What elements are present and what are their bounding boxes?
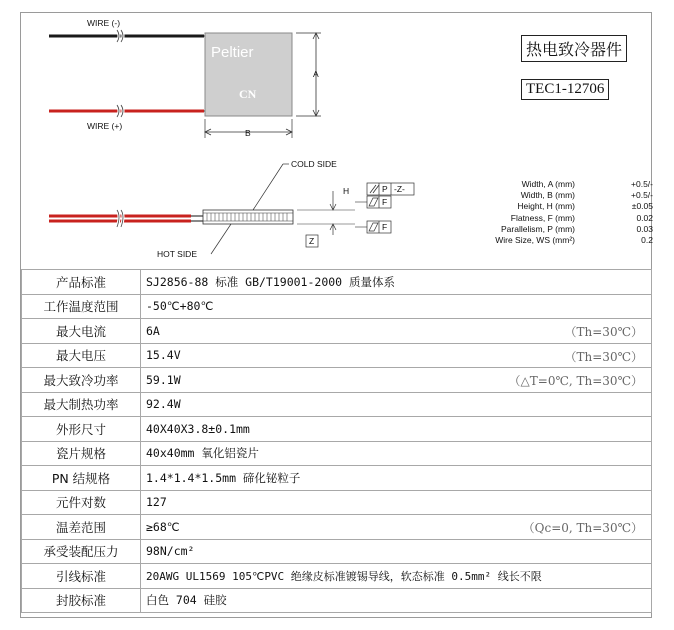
spec-key: PN 结规格	[22, 466, 141, 491]
spec-value: 40X40X3.8±0.1mm	[141, 417, 652, 442]
module-cn: CN	[239, 87, 257, 101]
table-row	[22, 564, 652, 589]
spec-value: 92.4W	[141, 392, 652, 417]
spec-value: 40x40mm 氧化铝瓷片	[141, 441, 652, 466]
tolerance-table	[453, 179, 653, 246]
table-row	[22, 515, 652, 540]
spec-sheet-frame	[20, 12, 652, 618]
spec-value: 98N/cm²	[141, 539, 652, 564]
spec-value: SJ2856-88 标准 GB/T19001-2000 质量体系	[141, 270, 652, 295]
table-row	[22, 417, 652, 442]
wire-positive-label: WIRE (+)	[87, 121, 123, 131]
table-row	[22, 539, 652, 564]
table-row	[22, 588, 652, 613]
spec-key: 工作温度范围	[22, 294, 141, 319]
tolerance-row: Width, B (mm) +0.5/-	[520, 190, 653, 201]
spec-note: （Th=30℃）	[564, 349, 643, 364]
table-row	[22, 392, 652, 417]
spec-value: 1.4*1.4*1.5mm 碲化铋粒子	[141, 466, 652, 491]
dim-b-label: B	[245, 128, 251, 138]
spec-key: 最大致冷功率	[22, 368, 141, 393]
dim-a-label: A	[313, 69, 319, 79]
module-brand: Peltier	[211, 44, 254, 61]
spec-key: 最大制热功率	[22, 392, 141, 417]
gdt-flatness-bottom: F	[382, 222, 388, 232]
spec-key: 瓷片规格	[22, 441, 141, 466]
spec-key: 产品标准	[22, 270, 141, 295]
spec-value: 白色 704 硅胶	[141, 588, 652, 613]
product-name: 热电致冷器件	[521, 35, 627, 62]
table-row	[22, 319, 652, 344]
gdt-datum: -Z-	[394, 184, 405, 194]
spec-key: 封胶标准	[22, 588, 141, 613]
spec-table	[21, 269, 652, 613]
spec-note: （△T=0℃, Th=30℃）	[508, 374, 643, 388]
gdt-parallelism: P	[382, 184, 388, 194]
spec-key: 元件对数	[22, 490, 141, 515]
product-model: TEC1-12706	[521, 79, 609, 100]
spec-value: 6A （Th=30℃）	[141, 319, 652, 344]
table-row	[22, 270, 652, 295]
spec-value: 15.4V （Th=30℃）	[141, 343, 652, 368]
spec-value: -50℃+80℃	[141, 294, 652, 319]
spec-value: 20AWG UL1569 105℃PVC 绝缘皮标准镀锡导线，软态标准 0.5mm² 线长不限	[141, 564, 652, 589]
tolerance-row: Width, A (mm) +0.5/-	[521, 179, 653, 189]
table-row	[22, 441, 652, 466]
spec-key: 温差范围	[22, 515, 141, 540]
table-row	[22, 368, 652, 393]
spec-key: 外形尺寸	[22, 417, 141, 442]
tolerance-row: Height, H (mm) ±0.05	[517, 201, 653, 212]
spec-value: 127	[141, 490, 652, 515]
cold-side-label: COLD SIDE	[291, 159, 337, 169]
tolerance-row: Parallelism, P (mm) 0.03	[501, 223, 653, 234]
spec-key: 最大电压	[22, 343, 141, 368]
module-side-view	[203, 210, 293, 224]
spec-note: （Th=30℃）	[564, 325, 643, 339]
datum-z-label: Z	[309, 236, 315, 246]
spec-note: （Qc=0, Th=30℃）	[522, 521, 643, 535]
table-row	[22, 343, 652, 368]
gdt-flatness-top: F	[382, 197, 388, 207]
wire-negative-label: WIRE (-)	[87, 18, 121, 28]
table-row	[22, 490, 652, 515]
tolerance-row: Wire Size, WS (mm²) 0.2	[495, 235, 653, 246]
spec-key: 承受装配压力	[22, 539, 141, 564]
spec-key: 最大电流	[22, 319, 141, 344]
table-row	[22, 294, 652, 319]
spec-value: 59.1W （△T=0℃, Th=30℃）	[141, 368, 652, 393]
height-label: H	[343, 186, 350, 196]
spec-value: ≥68℃ （Qc=0, Th=30℃）	[141, 515, 652, 540]
hot-side-label: HOT SIDE	[157, 249, 197, 259]
table-row	[22, 466, 652, 491]
tolerance-row: Flatness, F (mm) 0.02	[510, 212, 653, 223]
spec-key: 引线标准	[22, 564, 141, 589]
